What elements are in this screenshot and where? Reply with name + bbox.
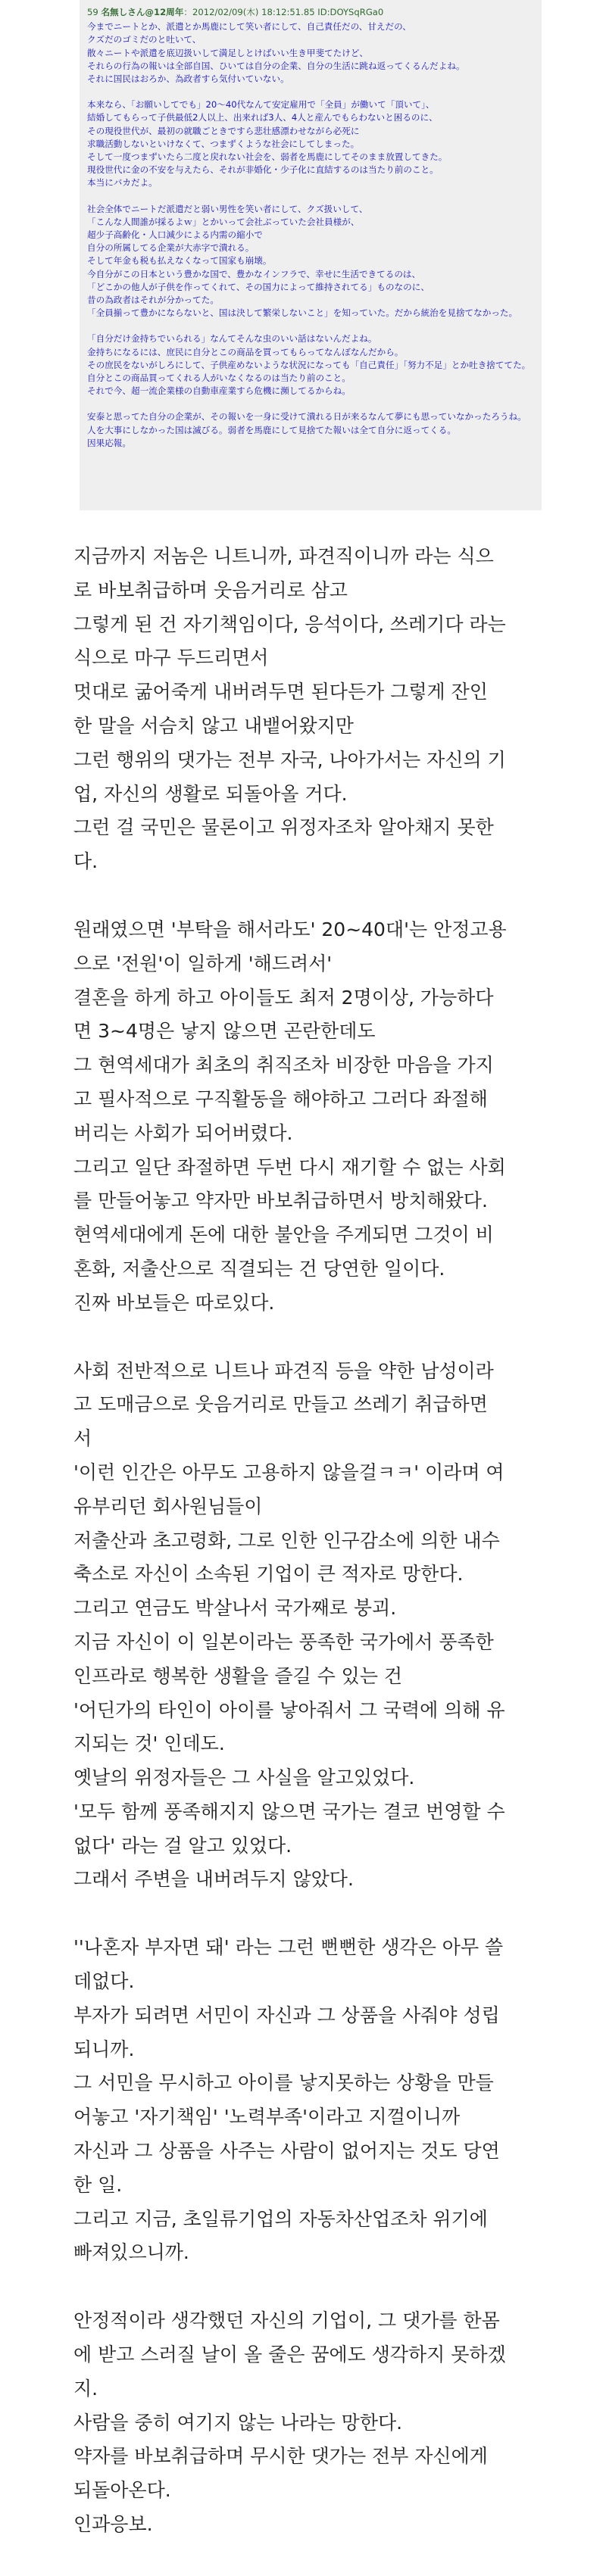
- post-line: それらの行為の報いは全部自国、ひいては自分の企業、自分の生活に跳ね返ってくるんだよね。: [87, 60, 465, 71]
- post-paragraph: [87, 98, 533, 189]
- post-header: 59 名無しさん@12周年：2012/02/09(木) 18:12:51.85 ID:DOYSqRGa0: [87, 7, 384, 17]
- post-line: 「全員揃って豊かにならないと、国は決して繁栄しないこと」を知っていた。だから統治を見捨てなかった。: [87, 307, 518, 319]
- article-line: 로 바보취급하며 웃음거리로 삼고: [73, 579, 348, 601]
- post-line: 人を大事にしなかった国は滅びる。弱者を馬鹿にして見捨てた報いは全て自分に返ってくる。: [87, 424, 456, 435]
- post-line: その現役世代が、最初の就職ごときですら悲壮感漂わせながら必死に: [87, 125, 360, 136]
- post-line: 金持ちになるには、庶民に自分とこの商品を買ってもらってなんぼなんだから。: [87, 346, 404, 357]
- post-line: その庶民をないがしろにして、子供産めないような状況になっても「自己責任」「努力不足」とか吐き捨ててた。: [87, 359, 531, 370]
- article-line: 약자를 바보취급하며 무시한 댓가는 전부 자신에게: [73, 2445, 488, 2468]
- post-line: 安泰と思ってた自分の企業が、その報いを一身に受けて潰れる日が来るなんて夢にも思っていなかったろうね。: [87, 411, 526, 423]
- article-line: 지되는 것' 인데도.: [73, 1732, 225, 1755]
- article-line: 멋대로 굶어죽게 내버려두면 된다든가 그렇게 잔인: [73, 681, 488, 703]
- article-line: 유부리던 회사원님들이: [73, 1495, 263, 1517]
- article-line: 자신과 그 상품을 사주는 사람이 없어지는 것도 당연: [73, 2140, 500, 2163]
- article-line: 진짜 바보들은 따로있다.: [73, 1291, 275, 1314]
- post-line: それで今、超一流企業様の自動車産業すら危機に瀕してるからね。: [87, 385, 351, 397]
- article-line: 지금까지 저놈은 니트니까, 파견직이니까 라는 식으: [73, 545, 494, 567]
- article-line: 그리고 지금, 초일류기업의 자동차산업조차 위기에: [73, 2207, 488, 2230]
- post-date: 2012/02/09(木) 18:12:51.85: [192, 7, 315, 17]
- article-line: 그리고 일단 좌절하면 두번 다시 재기할 수 없는 사회: [73, 1155, 506, 1178]
- article-line: 현역세대에게 돈에 대한 불안을 주게되면 그것이 비: [73, 1224, 494, 1246]
- article-paragraph: [73, 1931, 566, 2270]
- post-line: 結婚してもらって子供最低2人以上、出来れば3人、4人と産んでもらわないと困るのに、: [87, 112, 438, 123]
- post-number: 59: [87, 7, 98, 17]
- poster-id: ID:DOYSqRGa0: [317, 7, 384, 17]
- post-line: 因果応報。: [87, 437, 131, 448]
- article-line: 그런 행위의 댓가는 전부 자국, 나아가서는 자신의 기: [73, 748, 506, 771]
- article-line: 데없다.: [73, 1970, 135, 1993]
- article-line: 되돌아온다.: [73, 2479, 171, 2502]
- article-line: 인과응보.: [73, 2513, 153, 2536]
- article-line: 버리는 사회가 되어버렸다.: [73, 1121, 293, 1144]
- article-line: 결혼을 하게 하고 아이들도 최저 2명이상, 가능하다: [73, 986, 494, 1009]
- article-line: 빠져있으니까.: [73, 2241, 189, 2264]
- post-line: 今までニートとか、派遣とか馬鹿にして笑い者にして、自己責任だの、甘えだの、: [87, 21, 411, 33]
- post-line: 超少子高齢化・人口減少による内需の縮小で: [87, 229, 263, 241]
- article-line: 축소로 자신이 소속된 기업이 큰 적자로 망한다.: [73, 1563, 464, 1586]
- post-line: 本当にバカだよ。: [87, 177, 158, 189]
- article-line: 업, 자신의 생활로 되돌아올 거다.: [73, 782, 348, 805]
- article-line: 를 만들어놓고 약자만 바보취급하면서 방치해왔다.: [73, 1190, 488, 1212]
- article-line: 한 일.: [73, 2173, 123, 2196]
- article-line: 저출산과 초고령화, 그로 인한 인구감소에 의한 내수: [73, 1529, 500, 1552]
- article-line: 지.: [73, 2377, 98, 2400]
- post-line: 昔の為政者はそれが分かってた。: [87, 295, 219, 306]
- post-paragraph: [87, 332, 533, 398]
- article-line: 에 받고 스러질 날이 올 줄은 꿈에도 생각하지 못하겠: [73, 2344, 506, 2366]
- article-line: 어놓고 '자기책임' '노력부족'이라고 지껄이니까: [73, 2106, 461, 2128]
- post-line: 「こんな人間誰が採るよｗ」とかいって会社ぶっていた会社員様が、: [87, 216, 360, 227]
- article-line: 고 도매금으로 웃음거리로 만들고 쓰레기 취급하면: [73, 1393, 488, 1416]
- post-paragraph: [87, 203, 533, 320]
- post-line: 本来なら、「お願いしてでも」20〜40代なんて安定雇用で「全員」が働いて「頂いて」、: [87, 99, 435, 111]
- forum-post-screenshot: [80, 0, 542, 510]
- article-line: 안정적이라 생각했던 자신의 기업이, 그 댓가를 한몸: [73, 2309, 500, 2332]
- post-line: それに国民はおろか、為政者すら気付いていない。: [87, 73, 289, 85]
- post-line: 現役世代に金の不安を与えたら、それが非婚化・少子化に直結するのは当たり前のこと。: [87, 164, 439, 176]
- post-line: クズだのゴミだのと吐いて、: [87, 34, 201, 45]
- poster-name: 名無しさん@12周年: [101, 7, 184, 17]
- article-paragraph: [73, 913, 566, 1321]
- post-line: 自分の所属してる企業が大赤字で潰れる。: [87, 242, 255, 254]
- article-paragraph: [73, 1355, 566, 1898]
- article-line: 고 필사적으로 구직활동을 해야하고 그러다 좌절해: [73, 1087, 488, 1110]
- post-paragraph: [87, 20, 533, 86]
- article-paragraph: [73, 540, 566, 879]
- post-line: 社会全体でニートだ派遣だと弱い男性を笑い者にして、クズ扱いして、: [87, 203, 368, 214]
- post-line: 「自分だけ金持ちでいられる」なんてそんな虫のいい話はないんだよね。: [87, 333, 377, 345]
- article-line: 사회 전반적으로 니트나 파견직 등을 약한 남성이라: [73, 1359, 494, 1382]
- article-line: 옛날의 위정자들은 그 사실을 알고있었다.: [73, 1767, 415, 1789]
- post-line: そして一度つまずいたら二度と戻れない社会を、弱者を馬鹿にしてそのまま放置してきた。: [87, 151, 448, 163]
- translated-article: [73, 540, 566, 2576]
- post-line: 「どこかの他人が子供を作ってくれて、その国力によって維持されてる」ものなのに、: [87, 281, 430, 292]
- article-line: 다.: [73, 850, 98, 873]
- post-line: 求職活動しないといけなくて、つまずくような社会にしてしまった。: [87, 138, 360, 149]
- post-line: 今自分がこの日本という豊かな国で、豊かなインフラで、幸せに生活できてるのは、: [87, 268, 421, 279]
- article-line: 혼화, 저출산으로 직결되는 건 당연한 일이다.: [73, 1257, 445, 1280]
- article-line: '모두 함께 풍족해지지 않으면 국가는 결코 번영할 수: [73, 1800, 505, 1823]
- article-line: 그 서민을 무시하고 아이를 낳지못하는 상황을 만들: [73, 2072, 494, 2094]
- article-line: 한 말을 서슴치 않고 내뱉어왔지만: [73, 714, 354, 737]
- post-body: [87, 20, 533, 450]
- article-line: 부자가 되려면 서민이 자신과 그 상품을 사줘야 성립: [73, 2004, 500, 2026]
- article-line: 사람을 중히 여기지 않는 나라는 망한다.: [73, 2411, 403, 2434]
- post-paragraph: [87, 410, 533, 450]
- article-line: 그 현역세대가 최초의 취직조차 비장한 마음을 가지: [73, 1054, 494, 1077]
- article-line: 면 3~4명은 낳지 않으면 곤란한데도: [73, 1020, 376, 1043]
- article-line: 그리고 연금도 박살나서 국가째로 붕괴.: [73, 1597, 397, 1620]
- article-line: 으로 '전원'이 일하게 '해드려서': [73, 952, 333, 975]
- article-line: 그래서 주변을 내버려두지 않았다.: [73, 1868, 354, 1891]
- article-line: 지금 자신이 이 일본이라는 풍족한 국가에서 풍족한: [73, 1630, 494, 1653]
- article-line: '어딘가의 타인이 아이를 낳아줘서 그 국력에 의해 유: [73, 1698, 505, 1721]
- article-line: 없다' 라는 걸 알고 있었다.: [73, 1834, 292, 1857]
- article-line: 인프라로 행복한 생활을 즐길 수 있는 건: [73, 1664, 403, 1687]
- article-line: 되니까.: [73, 2038, 135, 2060]
- article-line: 그렇게 된 건 자기책임이다, 응석이다, 쓰레기다 라는: [73, 613, 506, 635]
- article-line: 원래였으면 '부탁을 해서라도' 20~40대'는 안정고용: [73, 918, 507, 940]
- post-line: そして年金も税も払えなくなって国家も崩壊。: [87, 255, 272, 267]
- article-line: 식으로 마구 두드리면서: [73, 647, 269, 669]
- post-line: 自分とこの商品買ってくれる人がいなくなるのは当たり前のこと。: [87, 373, 351, 384]
- post-line: 散々ニートや派遣を底辺扱いして満足しとけばいい生き甲斐てたけど、: [87, 47, 369, 58]
- article-line: 그런 걸 국민은 물론이고 위정자조차 알아채지 못한: [73, 816, 494, 839]
- article-line: '이런 인간은 아무도 고용하지 않을걸ㅋㅋ' 이라며 여: [73, 1461, 504, 1483]
- article-line: 서: [73, 1427, 92, 1450]
- article-line: ''나혼자 부자면 돼' 라는 그런 뻔뻔한 생각은 아무 쓸: [73, 1936, 504, 1959]
- article-paragraph: [73, 2304, 566, 2542]
